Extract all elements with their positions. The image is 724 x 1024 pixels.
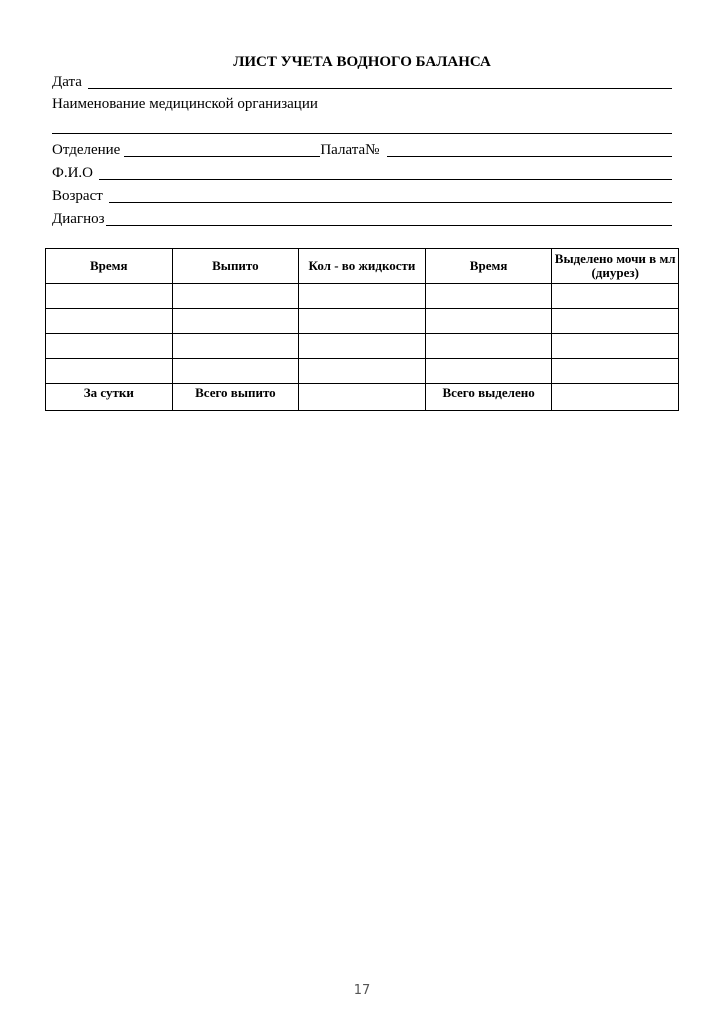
table-row — [46, 359, 679, 384]
ward-line[interactable] — [387, 156, 672, 157]
document-title: ЛИСТ УЧЕТА ВОДНОГО БАЛАНСА — [233, 54, 491, 70]
table-row — [46, 284, 679, 309]
ward-label: Палата№ — [320, 142, 380, 158]
fio-label: Ф.И.О — [52, 165, 94, 181]
table-cell[interactable] — [299, 309, 426, 334]
table-cell[interactable] — [299, 334, 426, 359]
table-cell[interactable] — [46, 359, 173, 384]
org-field — [52, 94, 672, 112]
footer-total-excreted-value[interactable] — [552, 384, 679, 411]
footer-total-drank: Всего выпито — [172, 384, 299, 411]
fio-line[interactable] — [99, 179, 672, 180]
page-number: 17 — [353, 983, 371, 998]
table-footer-row — [46, 384, 679, 411]
table-cell[interactable] — [172, 309, 299, 334]
date-field[interactable] — [52, 72, 672, 90]
diagnosis-label: Диагноз — [52, 211, 105, 227]
header-time-2: Время — [425, 249, 552, 284]
header-drank: Выпито — [172, 249, 299, 284]
water-balance-table — [45, 248, 679, 411]
header-urine-output: Выделено мочи в мл (диурез) — [552, 249, 679, 284]
date-label: Дата — [52, 74, 82, 90]
fio-field[interactable] — [52, 163, 672, 181]
table-cell[interactable] — [552, 334, 679, 359]
department-line[interactable] — [124, 156, 320, 157]
org-line[interactable] — [52, 133, 672, 134]
department-label: Отделение — [52, 142, 121, 158]
table-cell[interactable] — [46, 309, 173, 334]
footer-total-excreted: Всего выделено — [425, 384, 552, 411]
table-cell[interactable] — [46, 334, 173, 359]
diagnosis-line[interactable] — [106, 225, 672, 226]
age-line[interactable] — [109, 202, 672, 203]
table-cell[interactable] — [299, 284, 426, 309]
table-cell[interactable] — [172, 284, 299, 309]
header-fluid-amount: Кол - во жидкости — [299, 249, 426, 284]
table-cell[interactable] — [425, 284, 552, 309]
table-cell[interactable] — [552, 359, 679, 384]
table-cell[interactable] — [299, 359, 426, 384]
department-ward-field — [52, 140, 672, 158]
table-cell[interactable] — [552, 284, 679, 309]
age-label: Возраст — [52, 188, 103, 204]
footer-total-drank-value[interactable] — [299, 384, 426, 411]
diagnosis-field[interactable] — [52, 209, 672, 227]
date-line[interactable] — [88, 88, 672, 89]
table-cell[interactable] — [425, 309, 552, 334]
table-row — [46, 309, 679, 334]
footer-per-day: За сутки — [46, 384, 173, 411]
age-field[interactable] — [52, 186, 672, 204]
table-row — [46, 334, 679, 359]
table-cell[interactable] — [425, 359, 552, 384]
table-cell[interactable] — [552, 309, 679, 334]
table-header-row — [46, 249, 679, 284]
table-cell[interactable] — [172, 334, 299, 359]
table-cell[interactable] — [172, 359, 299, 384]
org-label: Наименование медицинской организации — [52, 96, 318, 112]
table-cell[interactable] — [46, 284, 173, 309]
table-cell[interactable] — [425, 334, 552, 359]
header-time: Время — [46, 249, 173, 284]
